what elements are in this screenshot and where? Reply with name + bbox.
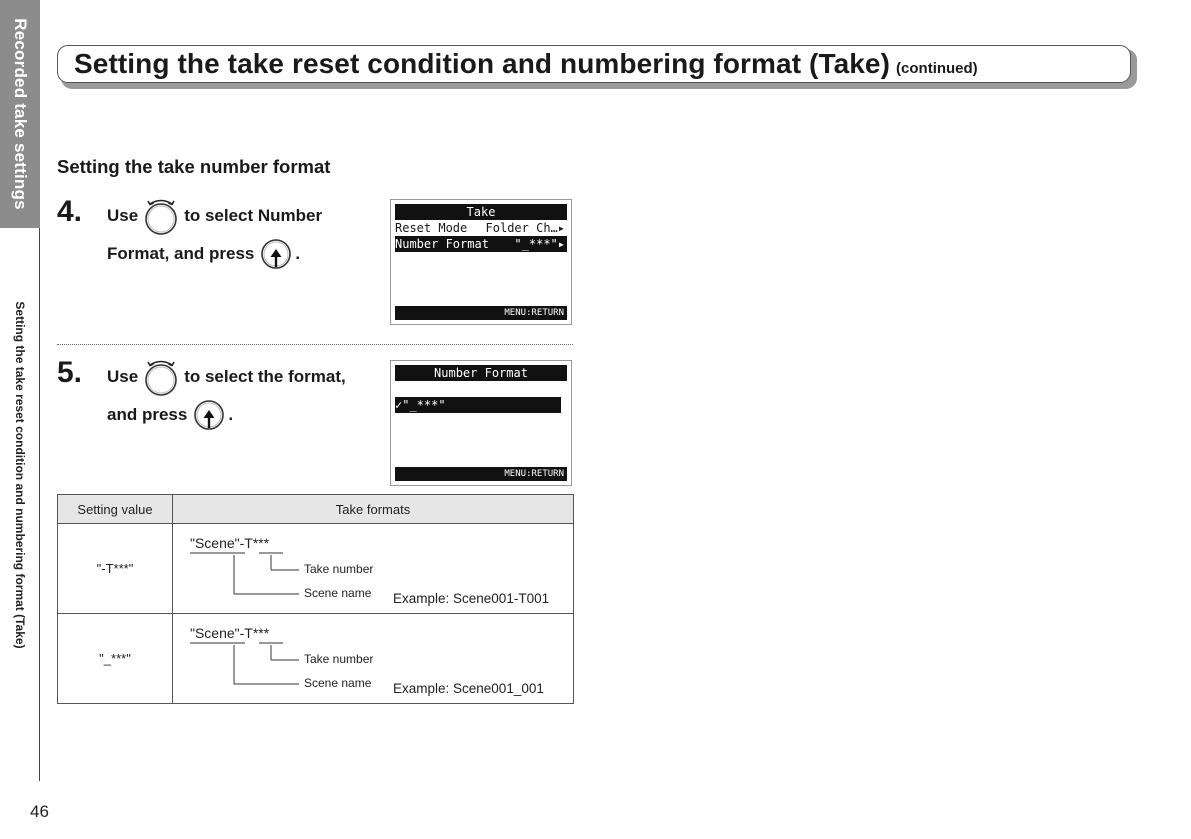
lcd-footer: MENU:RETURN xyxy=(395,467,567,481)
step-divider xyxy=(57,344,573,345)
press-dial-icon xyxy=(260,237,292,271)
table-header-setting-value: Setting value xyxy=(58,495,173,524)
lcd-row-label: Reset Mode xyxy=(395,221,468,235)
press-dial-icon xyxy=(193,398,225,432)
step-4-text-b: to select Number xyxy=(184,206,323,225)
step-4-text-a: Use xyxy=(107,206,139,225)
lcd-row-value: Folder Ch…▸ xyxy=(485,221,565,235)
scene-name-label: Scene name xyxy=(304,676,372,690)
side-section-label: Setting the take reset condition and numbering format (Take) xyxy=(13,301,27,649)
table-header-row xyxy=(58,495,574,524)
step-4-line2 xyxy=(107,236,300,272)
format-pattern: "Scene"-T*** xyxy=(190,625,270,641)
take-number-label: Take number xyxy=(304,562,374,576)
table-cell-take-format xyxy=(173,614,574,704)
format-example: Example: Scene001-T001 xyxy=(393,591,550,606)
step-5-number: 5. xyxy=(57,356,83,389)
step-4-line1 xyxy=(107,196,322,236)
scene-name-label: Scene name xyxy=(304,586,372,600)
lcd-row-label: Number Format xyxy=(395,237,489,251)
table-cell-setting-value: "-T***" xyxy=(58,524,173,614)
lcd-row-number-format xyxy=(395,236,567,252)
lcd-row-value: "_***"▸ xyxy=(514,237,565,251)
page-title xyxy=(57,45,1131,83)
dial-icon xyxy=(143,196,179,236)
side-tab-label: Recorded take settings xyxy=(11,18,30,210)
step-5-line2 xyxy=(107,397,233,433)
lcd-title: Number Format xyxy=(395,365,567,381)
lcd-footer: MENU:RETURN xyxy=(395,306,567,320)
table-header-take-formats: Take formats xyxy=(173,495,574,524)
format-table xyxy=(57,494,574,704)
format-example: Example: Scene001_001 xyxy=(393,681,544,696)
page-title-continued: (continued) xyxy=(896,59,978,77)
step-4-text-d: . xyxy=(295,244,301,263)
page-title-text: Setting the take reset condition and numbering format (Take) xyxy=(74,48,891,79)
format-pattern: "Scene"-T*** xyxy=(190,535,270,551)
lcd-row-option-t xyxy=(395,381,567,397)
lcd-row-label: ✓"_***" xyxy=(395,398,446,412)
step-5-line1 xyxy=(107,357,346,397)
table-row xyxy=(58,524,574,614)
table-row xyxy=(58,614,574,704)
table-cell-setting-value: "_***" xyxy=(58,614,173,704)
table-cell-take-format xyxy=(173,524,574,614)
step-5-text-a: Use xyxy=(107,367,139,386)
page-number: 46 xyxy=(30,802,49,821)
step-5-text-c: and press xyxy=(107,405,188,424)
step-4-number: 4. xyxy=(57,195,83,228)
step-5-text-d: . xyxy=(228,405,234,424)
dial-icon xyxy=(143,357,179,397)
lcd-row-option-underscore xyxy=(395,397,561,413)
lcd-row-reset-mode xyxy=(395,220,567,236)
step-5-text-b: to select the format, xyxy=(184,367,346,386)
lcd-screen-take xyxy=(390,199,572,325)
take-number-label: Take number xyxy=(304,652,374,666)
side-divider xyxy=(39,228,40,781)
step-4-text-c: Format, and press xyxy=(107,244,255,263)
lcd-screen-number-format xyxy=(390,360,572,486)
side-tab xyxy=(0,0,40,228)
lcd-title: Take xyxy=(395,204,567,220)
section-heading: Setting the take number format xyxy=(57,156,331,177)
